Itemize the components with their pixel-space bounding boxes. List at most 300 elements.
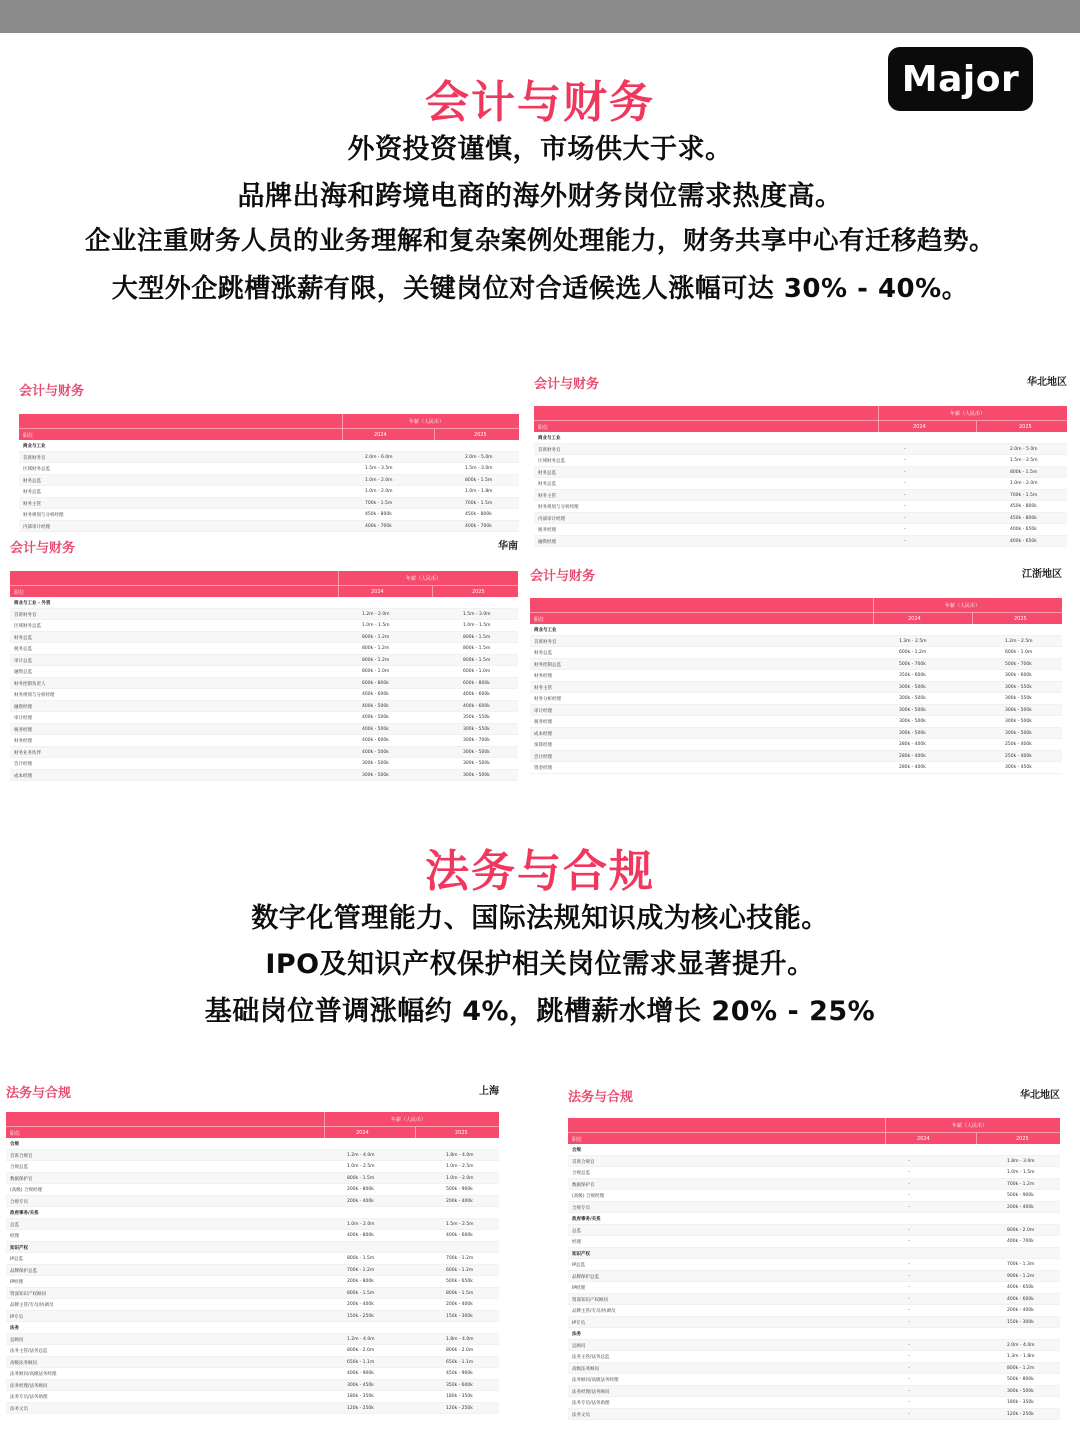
table-title: 会计与财务 [10,541,76,556]
table-header-group [568,1118,1060,1133]
table-card-finance-north [534,373,1067,551]
cell-position: 税务经理 [534,720,552,725]
table-row [10,609,518,621]
cell-salary-2025: 500k - 650k [446,1279,473,1284]
cell-salary-2025: 1.8m - 4.0m [446,1336,474,1342]
cell-salary-2024: - [904,458,906,463]
cell-salary-2025: 2.0m - 5.0m [465,454,493,460]
cell-position: 内部审计经理 [538,516,565,522]
cell-position: 法务 [10,1326,19,1331]
table-category-row [568,1248,1060,1260]
header-salary-group: 年薪（人民币） [950,411,986,417]
column-divider [976,1133,977,1144]
cell-salary-2024: - [908,1354,910,1359]
table-title: 法务与合规 [6,1086,72,1101]
table-region: 江浙地区 [1022,569,1062,580]
cell-salary-2025: 300k - 450k [1005,765,1032,770]
cell-salary-2025: 600k - 1.0m [1005,650,1033,655]
column-divider [432,586,433,597]
cell-salary-2024: - [908,1262,910,1267]
cell-salary-2024: 300k - 500k [362,761,389,766]
cell-salary-2024: 400k - 500k [362,726,389,732]
cell-position: 数据保护官 [572,1182,595,1188]
header-year-2025: 2025 [1014,616,1027,622]
cell-salary-2024: 180k - 350k [347,1394,374,1399]
table-row [10,620,518,632]
table-row [6,1334,499,1346]
column-divider [873,598,874,612]
header-position: 职位 [534,617,545,623]
header-salary-group: 年薪（人民币） [945,603,981,609]
cell-salary-2024: 800k - 1.5m [347,1290,375,1296]
cell-salary-2024: 200k - 400k [347,1198,374,1204]
table-row [6,1345,499,1357]
cell-position: 经理 [10,1234,19,1239]
header-year-2025: 2025 [472,589,485,595]
cell-salary-2024: 800k - 1.2m [362,634,390,640]
table-region: 华北地区 [1020,1090,1060,1101]
table-body [10,597,518,781]
cell-salary-2025: 450k - 900k [446,1371,473,1376]
table-row [534,478,1067,490]
table-row [6,1184,499,1196]
cell-position: 融资经理 [538,539,556,545]
column-divider [434,429,435,440]
header-salary-group: 年薪（人民币） [406,576,442,582]
column-divider [885,1133,886,1144]
cell-salary-2024: 120k - 250k [347,1405,374,1411]
cell-salary-2024: 400k - 800k [347,1233,374,1238]
legal-line-2: IPO及知识产权保护相关岗位需求显著提升。 [265,949,815,980]
cell-salary-2024: - [908,1193,910,1198]
cell-salary-2024: - [908,1170,910,1175]
cell-salary-2024: - [904,527,906,532]
cell-salary-2025: 800k - 1.5m [1010,469,1038,475]
table-row [534,444,1067,456]
table-row [10,666,518,678]
cell-salary-2024: - [908,1400,910,1405]
table-category-row [568,1144,1060,1156]
column-divider [338,586,339,597]
cell-position: 资深知识产权顾问 [572,1297,608,1303]
table-category-row [534,432,1067,444]
cell-position: 法务主管/法务总监 [10,1349,48,1354]
cell-position: IP经理 [10,1280,24,1285]
cell-position: 法务专员/法务助理 [572,1401,610,1406]
table-row [6,1368,499,1380]
table-row [568,1167,1060,1179]
salary-table [19,414,519,532]
table-row [6,1161,499,1173]
table-title: 会计与财务 [19,384,85,399]
cell-salary-2024: - [908,1308,910,1313]
cell-position: 品牌主管/专员/协调员 [572,1309,616,1314]
cell-position: 预算经理 [534,743,552,748]
cell-salary-2025: 300k - 500k [1007,1388,1034,1394]
finance-line-2: 品牌出海和跨境电商的海外财务岗位需求热度高。 [237,181,843,212]
header-position: 职位 [23,433,34,439]
cell-salary-2024: 1.3m - 2.5m [899,638,927,644]
cell-salary-2025: 800k - 1.2m [1007,1365,1035,1371]
cell-salary-2025: 250k - 400k [1005,742,1032,747]
table-row [530,647,1062,659]
table-category-row [10,597,518,609]
cell-position: 税务经理 [538,528,556,533]
cell-position: 法务经理/法务顾问 [10,1383,48,1389]
cell-salary-2025: 400k - 600k [463,692,490,697]
table-row [530,728,1062,740]
cell-salary-2024: 200k - 800k [347,1279,374,1284]
cell-position: 高级法务顾问 [10,1360,37,1366]
header-salary-group: 年薪（人民币） [409,419,445,425]
cell-salary-2024: 1.2m - 2.0m [362,611,390,617]
cell-salary-2024: 800k - 2.0m [347,1348,375,1353]
cell-salary-2024: - [908,1227,910,1233]
cell-salary-2025: 1.8m - 3.0m [1007,1158,1035,1164]
cell-salary-2025: 120k - 250k [446,1405,473,1411]
cell-position: (高级) 合规经理 [10,1188,42,1193]
cell-salary-2024: 280k - 400k [899,765,926,770]
cell-position: 品牌保护总监 [572,1274,599,1280]
cell-salary-2024: 300k - 500k [899,719,926,724]
cell-salary-2025: 450k - 800k [465,512,492,517]
table-row [10,689,518,701]
cell-position: 品牌保护总监 [10,1268,37,1274]
cell-position: 会计经理 [14,762,32,767]
cell-salary-2025: 700k - 1.3m [1007,1262,1035,1267]
table-row [568,1259,1060,1271]
header-year-2024: 2024 [908,616,921,622]
table-row [19,521,519,533]
cell-position: 财务经理 [14,739,32,744]
column-divider [885,1118,886,1132]
cell-salary-2025: 700k - 1.2m [1007,1181,1035,1187]
cell-salary-2024: 1.0m - 1.5m [362,623,390,628]
cell-position: 知识产权 [572,1251,590,1257]
salary-table [530,598,1062,774]
cell-position: 合规专员 [572,1205,590,1211]
cell-position: 经理 [572,1240,581,1245]
cell-salary-2024: - [904,538,906,544]
table-row [568,1190,1060,1202]
header-year-2025: 2025 [1019,424,1032,430]
column-divider [324,1112,325,1126]
cell-position: 财务主管 [534,685,552,691]
table-card-legal-north [568,1086,1060,1418]
cell-salary-2025: 1.0m - 1.5m [1007,1170,1035,1175]
cell-position: 首席合规官 [10,1153,33,1159]
cell-position: 法务文员 [572,1412,590,1418]
table-row [534,455,1067,467]
table-category-row [530,624,1062,636]
column-divider [976,421,977,432]
cell-position: 财务控制总监 [534,662,561,668]
table-header-columns [568,1133,1060,1144]
header-year-2024: 2024 [374,432,387,438]
table-row [530,693,1062,705]
cell-salary-2024: 1.0m - 2.5m [347,1164,375,1169]
cell-position: 首席财务官 [534,639,557,645]
table-row [6,1403,499,1415]
table-header-group [19,414,519,429]
table-body [534,432,1067,547]
cell-salary-2024: 700k - 1.5m [365,500,393,506]
column-divider [878,421,879,432]
header-year-2025: 2025 [474,432,487,438]
cell-salary-2024: 1.0m - 2.0m [365,489,393,494]
cell-position: 合规总监 [572,1171,590,1176]
cell-salary-2024: 800k - 1.2m [362,646,390,651]
cell-salary-2024: 400k - 600k [362,738,389,743]
table-header-columns [10,586,518,597]
cell-salary-2024: - [908,1239,910,1244]
finance-line-1: 外资投资谨慎，市场供大于求。 [347,134,733,165]
cell-salary-2024: 600k - 800k [362,680,389,686]
column-divider [338,571,339,585]
table-row [568,1363,1060,1375]
cell-position: IP总监 [572,1263,586,1268]
table-row [568,1397,1060,1409]
table-card-finance-1 [19,380,519,528]
cell-position: 财务总监 [14,635,32,641]
cell-position: 财务分析经理 [534,697,561,702]
cell-position: 首席财务官 [14,612,37,618]
legal-section-title: 法务与合规 [425,846,655,897]
table-header-columns [530,613,1062,624]
header-year-2024: 2024 [917,1136,930,1142]
cell-salary-2025: 450k - 800k [1010,504,1037,509]
finance-line-3: 企业注重财务人员的业务理解和复杂案例处理能力，财务共享中心有迁移趋势。 [84,226,995,256]
cell-salary-2025: 600k - 800k [463,680,490,686]
cell-position: 税务经理 [14,727,32,733]
table-title: 会计与财务 [530,569,596,584]
cell-salary-2025: 120k - 250k [1007,1411,1034,1417]
cell-position: 法务经理/法务顾问 [572,1389,610,1395]
table-row [19,475,519,487]
cell-position: 总监 [572,1228,581,1234]
cell-position: 审计总监 [14,658,32,664]
cell-salary-2024: - [908,1285,910,1290]
table-row [534,524,1067,536]
cell-salary-2025: 800k - 2.0m [1007,1227,1035,1233]
cell-salary-2025: 150k - 300k [1007,1319,1034,1325]
cell-position: 首席财务官 [538,447,561,453]
cell-salary-2025: 600k - 1.2m [446,1267,474,1273]
cell-salary-2024: - [904,492,906,498]
cell-position: 融资总监 [14,670,32,675]
cell-position: 财务规划与分析经理 [23,513,64,518]
table-row [568,1374,1060,1386]
cell-salary-2024: 300k - 450k [347,1382,374,1388]
column-divider [878,406,879,420]
cell-salary-2025: 1.3m - 1.8m [1007,1354,1035,1359]
cell-salary-2024: 300k - 500k [899,684,926,690]
cell-salary-2025: 1.8m - 4.0m [446,1152,474,1158]
cell-position: 财务主管 [23,501,41,507]
cell-salary-2025: 650k - 1.1m [446,1359,474,1365]
cell-salary-2024: - [904,504,906,509]
cell-position: 知识产权 [10,1245,28,1251]
table-row [10,724,518,736]
cell-position: 数据保护官 [10,1176,33,1182]
cell-position: IP经理 [572,1286,586,1291]
table-row [568,1294,1060,1306]
cell-salary-2024: 400k - 500k [362,749,389,755]
table-row [6,1357,499,1369]
column-divider [342,429,343,440]
cell-salary-2024: 400k - 700k [365,523,392,529]
table-row [6,1253,499,1265]
table-row [19,486,519,498]
cell-salary-2025: 800k - 1.5m [446,1290,474,1296]
cell-salary-2025: 500k - 700k [1005,661,1032,667]
table-row [530,751,1062,763]
table-row [6,1265,499,1277]
cell-position: 成本经理 [14,773,32,779]
table-body [6,1138,499,1414]
table-region: 华南 [498,541,518,552]
cell-salary-2025: 250k - 400k [1005,753,1032,759]
table-region: 上海 [479,1086,499,1097]
table-row [10,712,518,724]
cell-salary-2024: 400k - 900k [347,1371,374,1376]
cell-position: 政府事务/关系 [572,1217,601,1222]
salary-table [6,1112,499,1414]
table-row [568,1202,1060,1214]
cell-salary-2024: 600k - 1.2m [899,650,927,655]
column-divider [415,1127,416,1138]
cell-salary-2024: 500k - 700k [899,661,926,667]
cell-salary-2025: 700k - 1.5m [465,500,493,506]
cell-salary-2024: 700k - 1.2m [347,1267,375,1273]
cell-salary-2024: 800k - 1.5m [347,1175,375,1181]
table-row [530,670,1062,682]
cell-position: 法务主管/法务总监 [572,1355,610,1360]
table-header-group [530,598,1062,613]
table-row [10,758,518,770]
table-category-row [19,440,519,452]
cell-salary-2024: 350k - 600k [899,673,926,678]
cell-salary-2025: 1.2m - 2.5m [1005,638,1033,644]
table-row [568,1386,1060,1398]
table-row [568,1305,1060,1317]
table-header-columns [534,421,1067,432]
table-row [19,452,519,464]
cell-salary-2024: - [908,1181,910,1187]
table-category-row [6,1322,499,1334]
table-row [534,490,1067,502]
salary-table [568,1118,1060,1420]
cell-salary-2024: - [904,469,906,475]
table-title: 法务与合规 [568,1090,634,1105]
cell-salary-2025: 300k - 500k [1005,730,1032,736]
cell-salary-2024: 800k - 1.2m [362,657,390,663]
cell-salary-2024: - [908,1296,910,1302]
cell-position: 财务控制负责人 [14,681,46,687]
cell-position: 财务规划与分析经理 [538,505,579,510]
header-salary-group: 年薪（人民币） [391,1117,427,1123]
cell-salary-2024: 1.2m - 4.0m [347,1336,375,1342]
cell-salary-2024: 800k - 1.5m [347,1256,375,1261]
cell-position: IP专员 [572,1320,586,1326]
cell-salary-2025: 700k - 1.2m [446,1256,474,1261]
table-body [530,624,1062,774]
cell-position: 内部审计经理 [23,524,50,530]
cell-salary-2024: - [904,515,906,521]
cell-salary-2025: 180k - 350k [1007,1400,1034,1405]
header-salary-group: 年薪（人民币） [952,1123,988,1129]
table-row [530,636,1062,648]
salary-table [534,406,1067,547]
column-divider [324,1127,325,1138]
table-category-row [568,1328,1060,1340]
cell-salary-2025: 400k - 700k [1007,1239,1034,1244]
header-position: 职位 [14,590,25,596]
table-card-legal-shanghai [6,1082,499,1412]
cell-salary-2025: 300k - 550k [463,726,490,732]
table-row [6,1380,499,1392]
cell-salary-2025: 300k - 500k [463,761,490,766]
cell-salary-2024: - [908,1342,910,1348]
cell-position: 融资经理 [14,704,32,710]
column-divider [873,613,874,624]
table-category-row [568,1213,1060,1225]
cell-position: 资深知识产权顾问 [10,1291,46,1297]
cell-salary-2024: - [908,1158,910,1164]
header-year-2024: 2024 [371,589,384,595]
cell-salary-2024: 2.0m - 6.0m [365,454,393,460]
cell-salary-2025: 1.5m - 3.0m [465,466,493,471]
top-bar [0,0,1080,33]
table-row [530,716,1062,728]
cell-salary-2024: 1.2m - 4.0m [347,1152,375,1158]
header-position: 职位 [572,1137,583,1143]
cell-position: 法务文员 [10,1406,28,1412]
cell-salary-2024: 800k - 1.0m [362,669,390,674]
legal-line-1: 数字化管理能力、国际法规知识成为核心技能。 [251,903,829,934]
cell-position: 总顾问 [572,1343,586,1349]
cell-position: 区域财务总监 [23,467,50,472]
cell-salary-2025: 1.0m - 2.5m [446,1164,474,1169]
cell-salary-2025: 300k - 700k [463,738,490,743]
cell-salary-2025: 1.0m - 1.8m [465,489,493,494]
table-row [568,1351,1060,1363]
table-card-finance-jiangzhe [530,565,1062,769]
table-row [568,1409,1060,1421]
cell-position: IP总监 [10,1257,24,1262]
cell-salary-2024: 1.5m - 3.5m [365,466,393,471]
header-position: 职位 [538,425,549,431]
table-row [568,1179,1060,1191]
cell-salary-2025: 600k - 1.0m [463,669,491,674]
table-row [10,747,518,759]
cell-position: 商业与工业 - 外资 [14,601,51,606]
table-row [6,1391,499,1403]
table-row [6,1276,499,1288]
column-divider [972,613,973,624]
table-row [6,1311,499,1323]
cell-salary-2025: 1.0m - 2.0m [446,1175,474,1181]
table-row [10,701,518,713]
cell-position: 财务经理 [534,674,552,679]
cell-salary-2024: 300k - 500k [362,772,389,778]
table-row [10,632,518,644]
table-row [10,735,518,747]
cell-salary-2024: - [908,1319,910,1325]
cell-salary-2025: 1.5m - 2.5m [1010,458,1038,463]
cell-position: 财务总监 [23,478,41,484]
cell-salary-2025: 150k - 300k [446,1313,473,1319]
